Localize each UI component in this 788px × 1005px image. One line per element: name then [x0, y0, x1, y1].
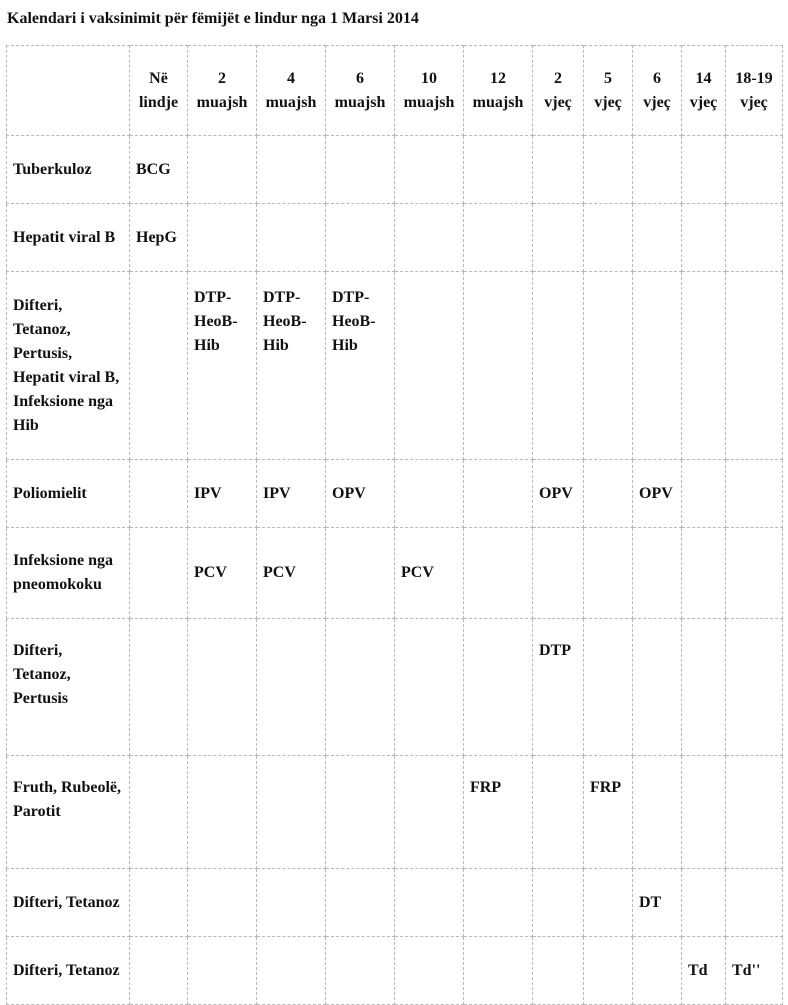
disease-name: Difteri,: [13, 642, 63, 659]
vaccine-cell: [533, 204, 584, 272]
vaccine-cell: [682, 460, 726, 528]
vaccine-cell: [188, 272, 257, 460]
vaccine-cell: [633, 869, 682, 937]
vaccination-schedule-table: [6, 45, 783, 1005]
column-header-text: lindje: [138, 93, 179, 111]
disease-name: Hib: [13, 416, 39, 434]
vaccine-code: DT: [639, 893, 662, 911]
column-header: [682, 46, 726, 136]
vaccine-cell: [130, 272, 188, 460]
column-header: [633, 46, 682, 136]
vaccine-cell: [464, 272, 533, 460]
column-header-text: 6: [356, 69, 364, 87]
vaccine-code: HepG: [136, 228, 177, 246]
vaccine-cell: [682, 204, 726, 272]
vaccine-cell: [395, 460, 464, 528]
vaccine-cell: [130, 937, 188, 1005]
vaccine-cell: [633, 937, 682, 1005]
table-row: [7, 756, 783, 869]
vaccine-cell: [726, 272, 783, 460]
vaccine-code: DTP-: [194, 289, 232, 306]
disease-name: pneomokoku: [13, 576, 102, 593]
vaccine-cell: [395, 528, 464, 619]
vaccine-cell: [682, 756, 726, 869]
vaccine-code: FRP: [470, 779, 502, 796]
vaccine-cell: [633, 272, 682, 460]
vaccine-cell: [726, 619, 783, 756]
vaccine-cell: [584, 204, 633, 272]
table-row: [7, 869, 783, 937]
column-header-text: 18-19: [735, 69, 773, 87]
vaccine-cell: [257, 204, 326, 272]
vaccine-cell: [726, 460, 783, 528]
disease-cell: [7, 136, 130, 204]
column-header: [130, 46, 188, 136]
page-title: Kalendari i vaksinimit për fëmijët e lindur nga 1 Marsi 2014: [7, 10, 419, 27]
disease-cell: [7, 460, 130, 528]
vaccine-code: Hib: [332, 337, 358, 354]
disease-cell: [7, 272, 130, 460]
vaccine-cell: [633, 756, 682, 869]
vaccine-cell: [633, 204, 682, 272]
vaccine-cell: [257, 869, 326, 937]
column-header-text: 12: [490, 69, 506, 87]
vaccine-cell: [188, 756, 257, 869]
vaccine-cell: [188, 204, 257, 272]
vaccine-cell: [533, 937, 584, 1005]
column-header-text: vjeç: [594, 93, 622, 111]
column-header-text: muajsh: [265, 93, 317, 111]
vaccine-code: PCV: [263, 564, 296, 581]
vaccine-cell: [726, 136, 783, 204]
vaccine-cell: [395, 136, 464, 204]
vaccine-code: Hib: [263, 337, 289, 354]
disease-name: Infeksione nga: [13, 392, 114, 410]
vaccine-cell: [726, 528, 783, 619]
disease-cell: [7, 937, 130, 1005]
vaccine-cell: [464, 869, 533, 937]
disease-cell: [7, 756, 130, 869]
vaccine-cell: [633, 619, 682, 756]
vaccine-cell: [188, 136, 257, 204]
vaccine-cell: [533, 619, 584, 756]
disease-name: Difteri,: [13, 296, 63, 314]
vaccine-code: Td'': [732, 961, 761, 979]
vaccine-code: PCV: [401, 564, 434, 581]
vaccine-cell: [584, 528, 633, 619]
vaccine-cell: [395, 756, 464, 869]
vaccine-cell: [682, 619, 726, 756]
vaccine-cell: [326, 528, 395, 619]
disease-name: Infeksione nga: [13, 552, 114, 569]
table-row: [7, 272, 783, 460]
vaccine-code: HeoB-: [332, 313, 376, 330]
vaccine-cell: [682, 272, 726, 460]
column-header-text: muajsh: [196, 93, 248, 111]
vaccine-cell: [682, 528, 726, 619]
vaccine-cell: [257, 460, 326, 528]
column-header: [257, 46, 326, 136]
disease-name: Pertusis,: [13, 344, 73, 362]
vaccine-cell: [257, 756, 326, 869]
vaccine-code: DTP-: [332, 289, 370, 306]
disease-name: Hepatit viral B: [13, 228, 116, 246]
column-header-text: 14: [695, 69, 712, 87]
corner-cell: [7, 46, 130, 136]
vaccine-cell: [326, 272, 395, 460]
vaccine-cell: [188, 869, 257, 937]
column-header-text: vjeç: [544, 93, 572, 111]
vaccine-cell: [584, 869, 633, 937]
vaccine-code: IPV: [194, 484, 222, 502]
disease-name: Poliomielit: [13, 484, 87, 502]
vaccine-cell: [130, 136, 188, 204]
column-header-text: muajsh: [334, 93, 386, 111]
vaccine-cell: [464, 937, 533, 1005]
vaccine-cell: [188, 528, 257, 619]
column-header: [188, 46, 257, 136]
vaccine-cell: [584, 619, 633, 756]
vaccine-cell: [533, 756, 584, 869]
vaccine-cell: [464, 136, 533, 204]
table-row: [7, 528, 783, 619]
column-header-text: 2: [218, 69, 226, 87]
vaccine-cell: [395, 869, 464, 937]
vaccine-code: HeoB-: [263, 313, 307, 330]
vaccine-code: Hib: [194, 337, 220, 354]
disease-name: Difteri, Tetanoz: [13, 961, 120, 979]
disease-cell: [7, 869, 130, 937]
disease-name: Parotit: [13, 803, 61, 820]
vaccine-cell: [395, 272, 464, 460]
vaccine-cell: [395, 204, 464, 272]
table-row: [7, 937, 783, 1005]
table-row: [7, 136, 783, 204]
vaccine-code: PCV: [194, 564, 227, 581]
column-header-text: 6: [653, 69, 661, 87]
vaccine-code: HeoB-: [194, 313, 238, 330]
column-header: [395, 46, 464, 136]
vaccine-cell: [188, 460, 257, 528]
vaccine-cell: [188, 937, 257, 1005]
vaccine-cell: [584, 460, 633, 528]
vaccine-code: BCG: [136, 160, 171, 178]
vaccine-cell: [257, 619, 326, 756]
vaccine-cell: [584, 272, 633, 460]
vaccine-cell: [682, 937, 726, 1005]
disease-name: Fruth, Rubeolë,: [13, 779, 121, 796]
vaccine-cell: [326, 136, 395, 204]
vaccine-cell: [395, 619, 464, 756]
disease-name: Tetanoz,: [13, 320, 71, 338]
column-header: [726, 46, 783, 136]
vaccine-cell: [464, 619, 533, 756]
table-row: [7, 460, 783, 528]
vaccine-cell: [584, 756, 633, 869]
vaccine-cell: [464, 460, 533, 528]
disease-name: Tetanoz,: [13, 666, 71, 683]
vaccine-cell: [257, 136, 326, 204]
vaccine-cell: [464, 528, 533, 619]
column-header: [464, 46, 533, 136]
vaccine-cell: [682, 869, 726, 937]
vaccine-cell: [188, 619, 257, 756]
column-header-text: 10: [421, 69, 437, 87]
column-header: [533, 46, 584, 136]
vaccine-cell: [326, 937, 395, 1005]
vaccine-cell: [130, 869, 188, 937]
vaccine-cell: [326, 204, 395, 272]
vaccine-code: OPV: [332, 484, 366, 502]
vaccine-cell: [130, 460, 188, 528]
vaccine-code: OPV: [539, 484, 573, 502]
vaccine-cell: [726, 937, 783, 1005]
vaccine-code: Td: [688, 961, 708, 979]
vaccine-code: OPV: [639, 484, 673, 502]
vaccine-cell: [464, 756, 533, 869]
vaccine-cell: [633, 460, 682, 528]
column-header: [584, 46, 633, 136]
vaccine-cell: [326, 460, 395, 528]
vaccine-cell: [130, 528, 188, 619]
vaccine-cell: [682, 136, 726, 204]
vaccine-cell: [326, 619, 395, 756]
disease-name: Hepatit viral B,: [13, 368, 120, 386]
column-header: [326, 46, 395, 136]
column-header-text: 2: [554, 69, 562, 87]
disease-name: Difteri, Tetanoz: [13, 893, 120, 911]
vaccine-cell: [257, 937, 326, 1005]
vaccine-code: IPV: [263, 484, 291, 502]
vaccine-cell: [726, 756, 783, 869]
vaccine-cell: [533, 528, 584, 619]
vaccine-cell: [257, 528, 326, 619]
disease-cell: [7, 528, 130, 619]
column-header-text: muajsh: [472, 93, 524, 111]
column-header-text: vjeç: [740, 93, 768, 111]
disease-cell: [7, 619, 130, 756]
vaccine-cell: [533, 460, 584, 528]
vaccine-cell: [395, 937, 464, 1005]
vaccine-code: DTP: [539, 642, 571, 659]
vaccine-cell: [326, 756, 395, 869]
vaccine-cell: [130, 204, 188, 272]
disease-name: Pertusis: [13, 690, 69, 707]
vaccine-cell: [130, 756, 188, 869]
vaccine-cell: [633, 136, 682, 204]
vaccine-cell: [257, 272, 326, 460]
column-header-text: 5: [604, 69, 612, 87]
column-header-text: vjeç: [643, 93, 671, 111]
column-header-text: vjeç: [689, 93, 718, 111]
vaccine-cell: [533, 272, 584, 460]
vaccine-cell: [533, 136, 584, 204]
vaccine-cell: [130, 619, 188, 756]
vaccine-cell: [533, 869, 584, 937]
vaccine-cell: [584, 937, 633, 1005]
table-row: [7, 619, 783, 756]
column-header-text: 4: [287, 69, 295, 87]
vaccine-cell: [464, 204, 533, 272]
table-row: [7, 204, 783, 272]
column-header-text: muajsh: [403, 93, 455, 111]
vaccine-cell: [633, 528, 682, 619]
vaccine-cell: [726, 204, 783, 272]
vaccine-cell: [726, 869, 783, 937]
disease-name: Tuberkuloz: [13, 160, 92, 178]
vaccine-code: DTP-: [263, 289, 301, 306]
header-row: [7, 46, 783, 136]
column-header-text: Në: [149, 69, 168, 87]
vaccine-cell: [326, 869, 395, 937]
disease-cell: [7, 204, 130, 272]
vaccine-cell: [584, 136, 633, 204]
vaccine-code: FRP: [590, 779, 622, 796]
